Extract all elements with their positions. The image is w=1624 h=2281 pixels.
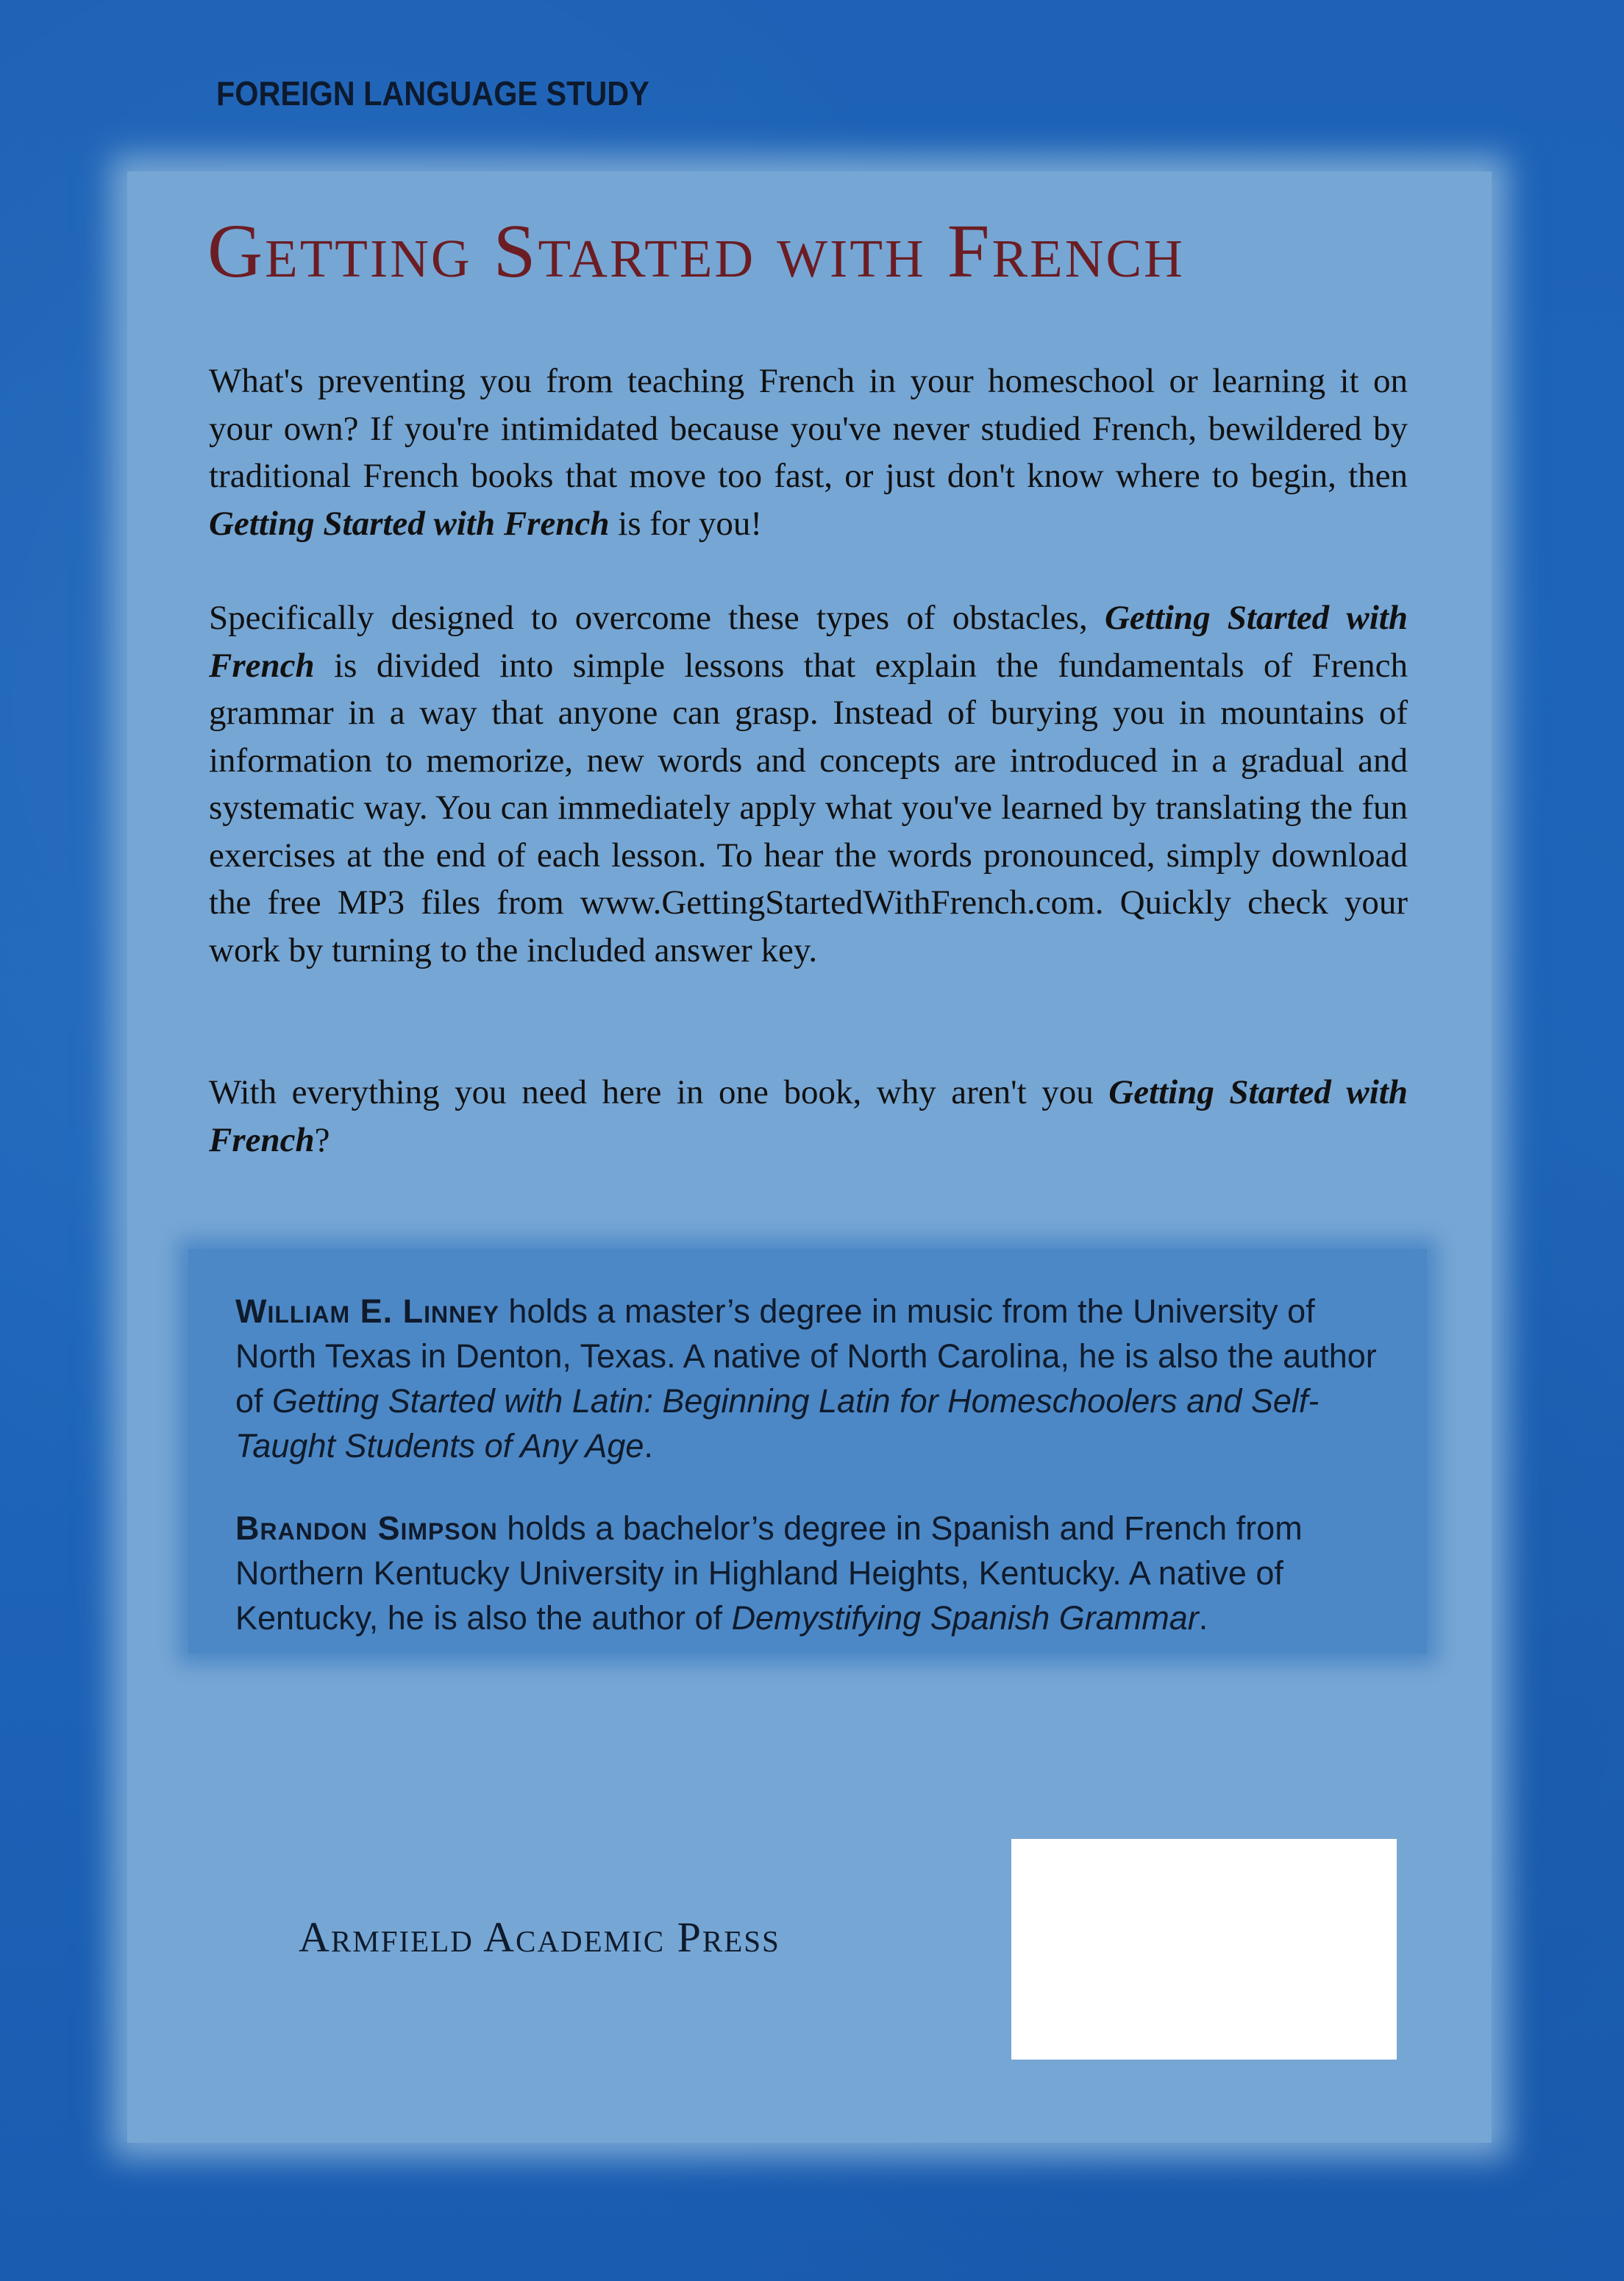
paragraph-text: With everything you need here in one book, why aren't you xyxy=(209,1073,1109,1111)
book-title-emphasis: Getting Started with French xyxy=(209,599,1408,685)
book-title-emphasis: Getting Started with French xyxy=(209,1073,1408,1159)
paragraph-text: What's preventing you from teaching French in your homeschool or learning it on your own? If you're intimidated because you've never studied French, bewildered by traditional French books that move too fast, or just don't know where to begin, then xyxy=(209,362,1408,495)
author-name: Brandon Simpson xyxy=(235,1509,498,1547)
paragraph-text: Specifically designed to overcome these types of obstacles, xyxy=(209,599,1105,637)
bio-text: . xyxy=(644,1427,653,1465)
bio-text: holds a bachelor’s degree in Spanish and French from Northern Kentucky University in Highland Heights, Kentucky. A native of Kentucky, he is also the author of xyxy=(235,1509,1303,1637)
author-name: William E. Linney xyxy=(235,1292,499,1330)
barcode-placeholder xyxy=(1011,1839,1397,2060)
book-title: Getting Started with French xyxy=(207,209,1185,293)
category-label: FOREIGN LANGUAGE STUDY xyxy=(216,74,649,113)
book-title-emphasis: Getting Started with French xyxy=(209,504,610,543)
author-bio-2 xyxy=(235,1506,1381,1640)
description-paragraph-2 xyxy=(209,594,1408,974)
bio-text: holds a master’s degree in music from the University of North Texas in Denton, Texas. A native of North Carolina, he is also the author of xyxy=(235,1292,1377,1420)
author-bio-1 xyxy=(235,1289,1381,1468)
author-book-title: Demystifying Spanish Grammar xyxy=(731,1599,1199,1637)
bio-text: . xyxy=(1198,1599,1208,1637)
author-book-title: Getting Started with Latin: Beginning Latin for Homeschoolers and Self-Taught Students of Any Age xyxy=(235,1382,1320,1465)
paragraph-text: is divided into simple lessons that explain the fundamentals of French grammar in a way that anyone can grasp. Instead of burying you in mountains of information to memorize, new words and concepts are introduced in a gradual and systematic way. You can immediately apply what you've learned by translating the fun exercises at the end of each lesson. To hear the words pronounced, simply download the free MP3 files from www.GettingStartedWithFrench.com. Quickly check your work by turning to the included answer key. xyxy=(209,646,1408,969)
paragraph-text: is for you! xyxy=(609,504,763,543)
publisher-name: Armfield Academic Press xyxy=(299,1913,780,1961)
description-paragraph-3 xyxy=(209,1069,1408,1164)
paragraph-text: ? xyxy=(314,1120,330,1159)
description-paragraph-1 xyxy=(209,357,1408,547)
